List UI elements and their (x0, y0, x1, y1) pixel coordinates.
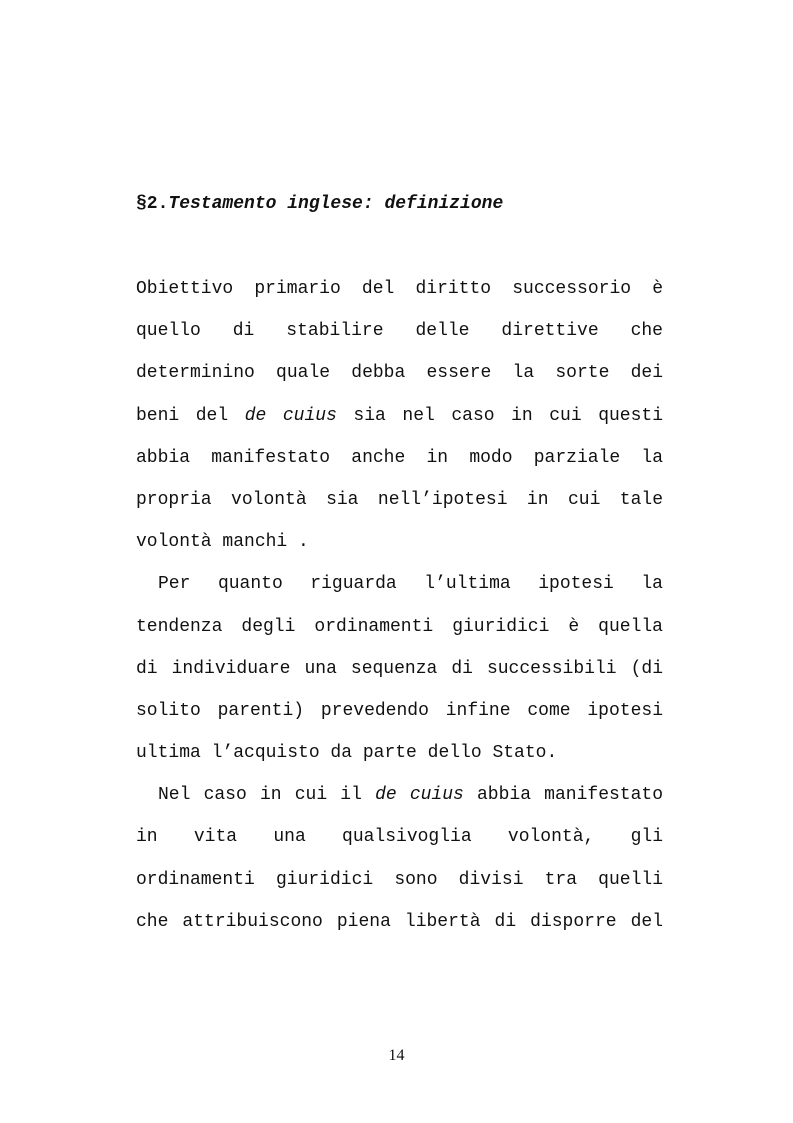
text-line: in vita una qualsivoglia volontà, gli (136, 827, 663, 848)
section-number: §2. (136, 194, 169, 214)
text-line: propria volontà sia nell’ipotesi in cui tale (136, 489, 663, 510)
text-line: quello di stabilire delle direttive che (136, 321, 663, 342)
text-line: abbia manifestato anche in modo parziale la (136, 447, 663, 468)
text-line: Obiettivo primario del diritto successorio è (136, 279, 663, 299)
section-title: Testamento inglese: definizione (168, 194, 504, 214)
text-line (136, 395, 663, 437)
text-line (136, 774, 663, 816)
text-line: Per quanto riguarda l’ultima ipotesi la (158, 574, 663, 595)
text-line: volontà manchi . (136, 532, 309, 553)
italic-term: de cuius (244, 405, 337, 426)
text-line: determinino quale debba essere la sorte dei (136, 363, 663, 384)
section-heading (136, 191, 503, 217)
text-line: che attribuiscono piena libertà di disporre del (136, 911, 663, 932)
page-number: 14 (388, 1047, 405, 1064)
text-line: ultima l’acquisto da parte dello Stato. (136, 743, 558, 764)
text-line: tendenza degli ordinamenti giuridici è quella (136, 616, 663, 637)
text-segment: sia nel caso in cui questi (336, 405, 664, 426)
text-segment: abbia manifestato (463, 785, 664, 806)
text-segment: beni del (136, 405, 245, 426)
italic-term: de cuius (375, 785, 464, 806)
text-line: di individuare una sequenza di successibili (di (136, 658, 663, 679)
text-line: solito parenti) prevedendo infine come ipotesi (136, 700, 663, 721)
text-segment: Nel caso in cui il (158, 785, 376, 806)
body-text (136, 268, 663, 943)
text-line: ordinamenti giuridici sono divisi tra quelli (136, 869, 663, 890)
